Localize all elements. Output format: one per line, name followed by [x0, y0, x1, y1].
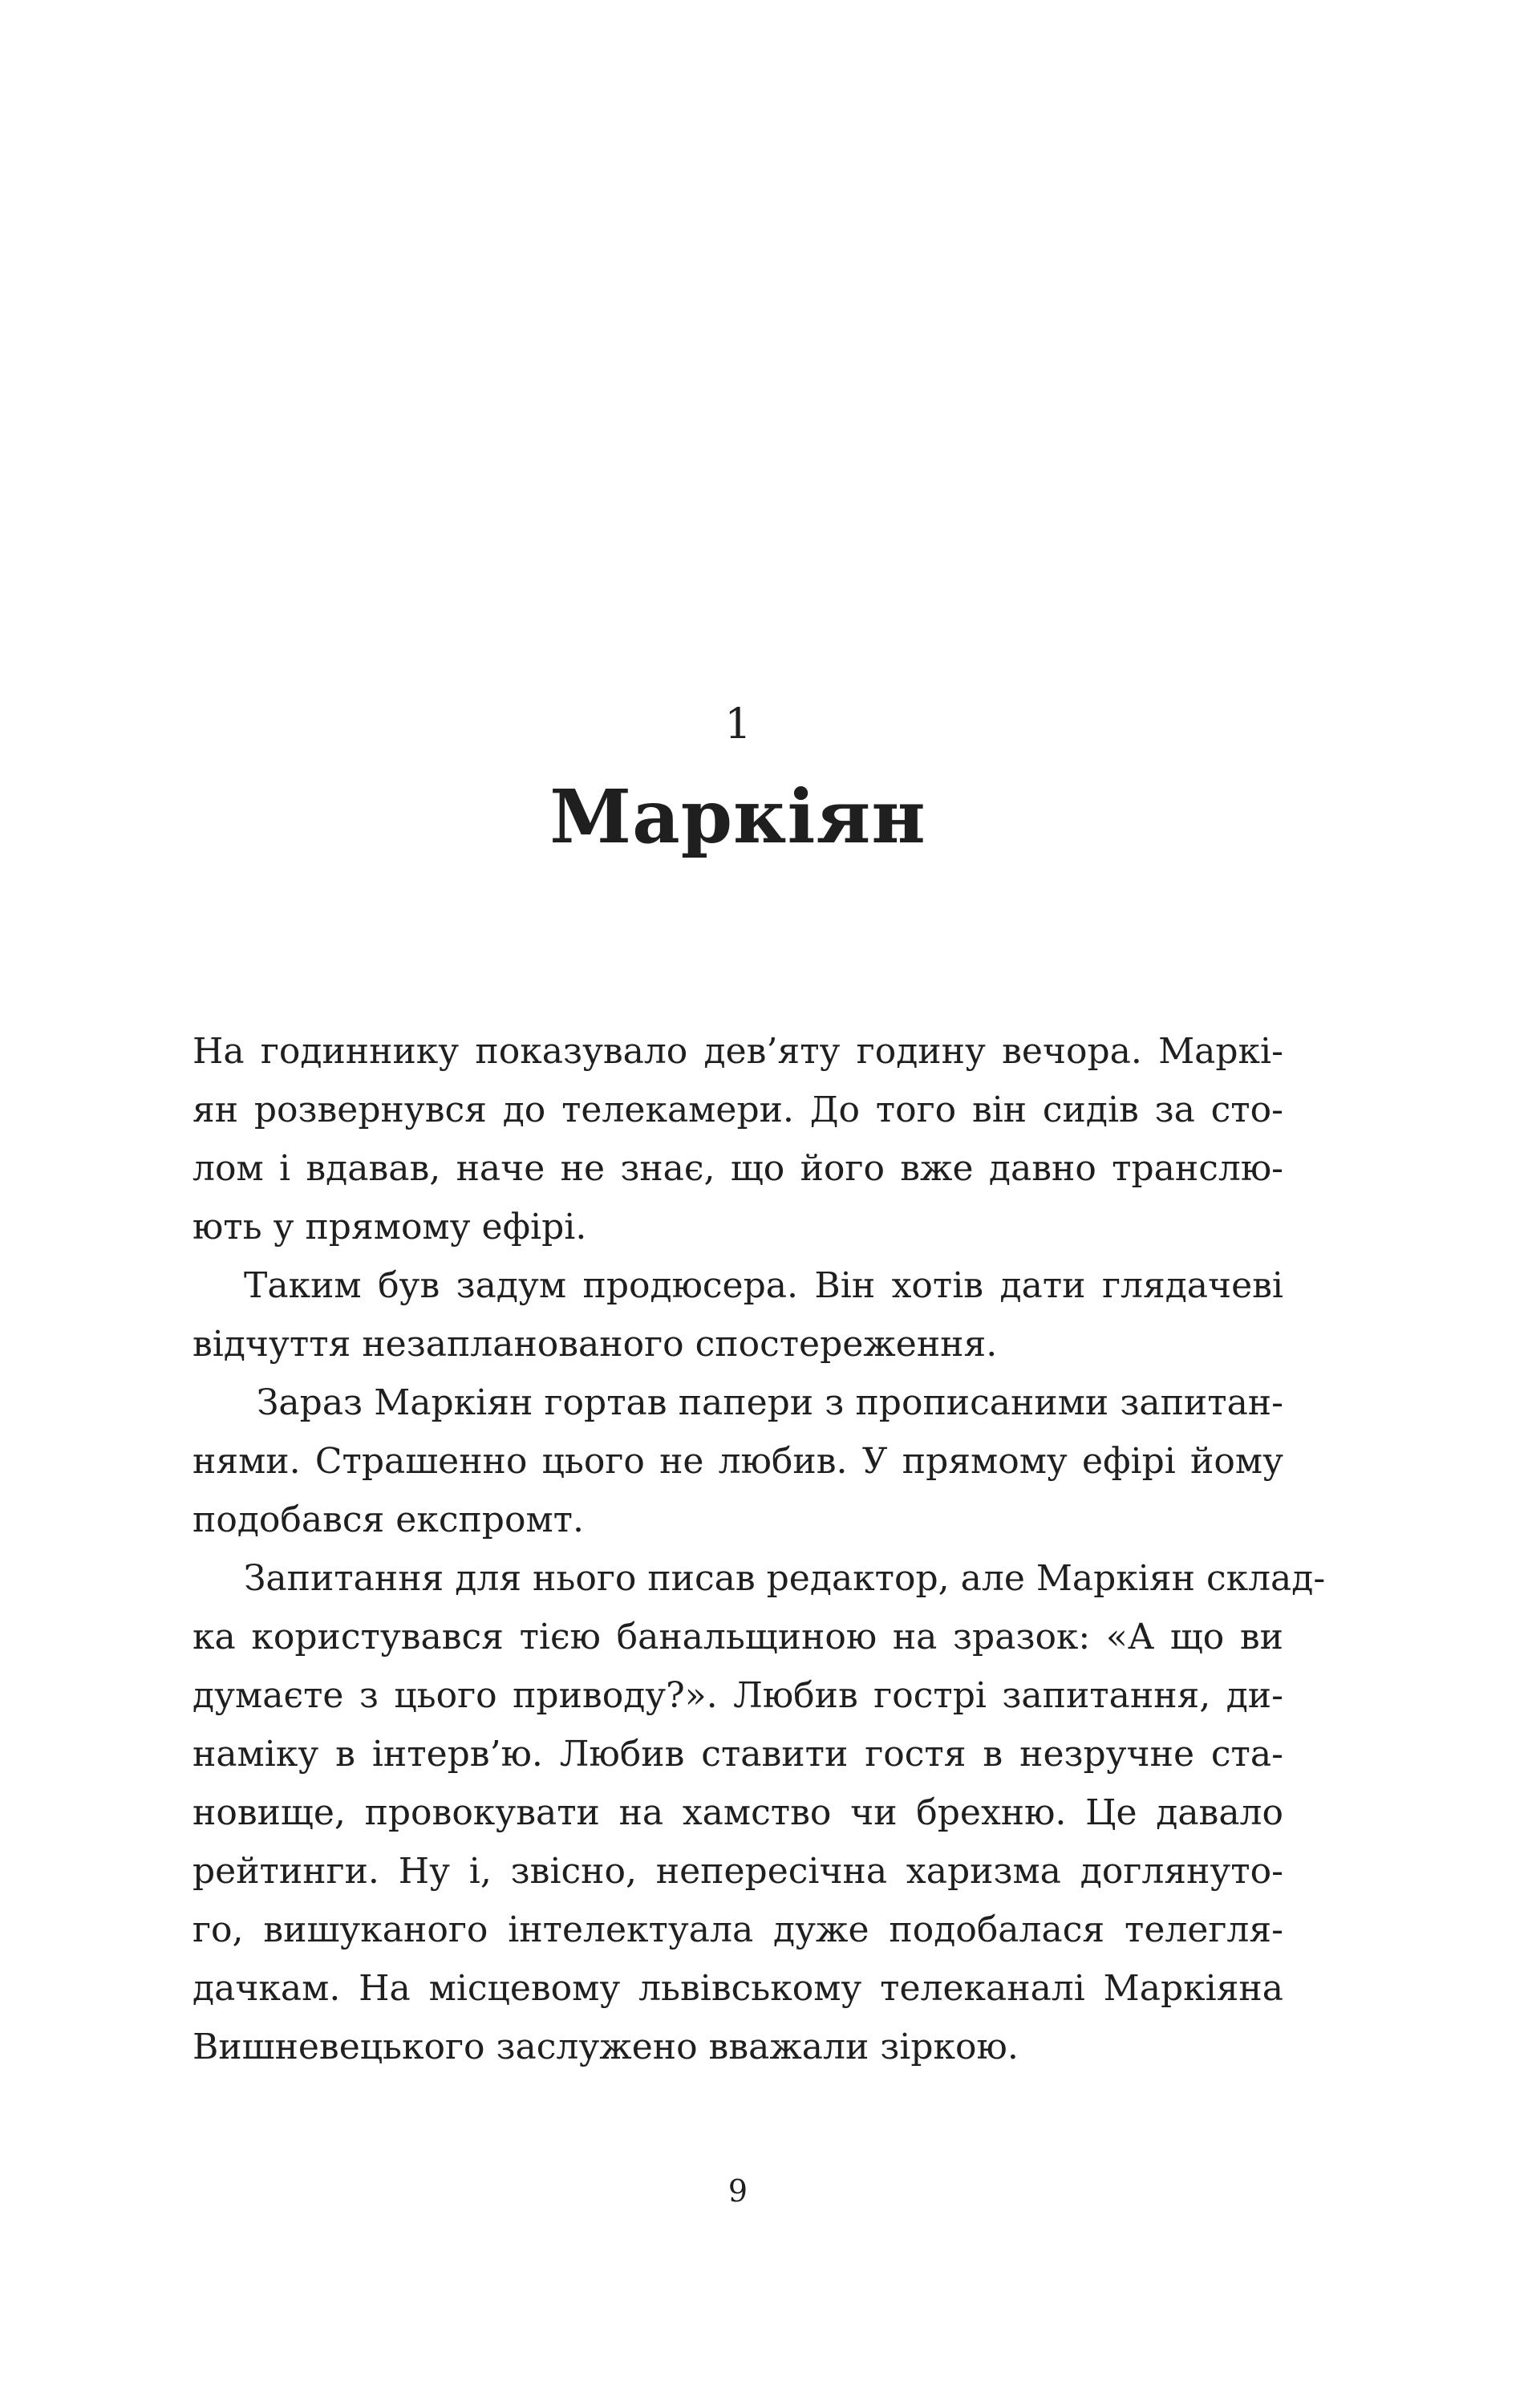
text-line: ють у прямому ефірі. [192, 1207, 587, 1248]
text-line: дачкам. На місцевому львівському телеканалі Маркіяна [192, 1968, 1283, 2009]
text-line: нями. Страшенно цього не любив. У прямому ефірі йому [192, 1441, 1283, 1482]
text-line: ян розвернувся до телекамери. До того він сидів за сто- [192, 1089, 1283, 1130]
text-line: наміку в інтерв’ю. Любив ставити гостя в незручне ста- [192, 1734, 1283, 1775]
chapter-number: 1 [724, 700, 752, 749]
chapter-title: Маркіян [549, 773, 926, 860]
text-line: лом і вдавав, наче не знає, що його вже давно транслю- [192, 1148, 1283, 1189]
text-line: Таким був задум продюсера. Він хотів дати глядачеві [244, 1265, 1283, 1306]
text-line: подобався експромт. [192, 1499, 584, 1540]
text-line: новище, провокувати на хамство чи брехню. Це давало [192, 1792, 1283, 1833]
body-text [192, 1022, 1326, 2076]
text-line: відчуття незапланованого спостереження. [192, 1324, 998, 1365]
text-line: ка користувався тією банальщиною на зразок: «А що ви [192, 1617, 1283, 1657]
text-line: Вишневецького заслужено вважали зіркою. [192, 2027, 1019, 2067]
text-line: го, вишуканого інтелектуала дуже подобалася телегля- [192, 1909, 1283, 1950]
text-line: На годиннику показувало дев’яту годину вечора. Маркі- [192, 1031, 1283, 1072]
text-line: Запитання для нього писав редактор, але Маркіян склад- [244, 1558, 1326, 1599]
text-line: думаєте з цього приводу?». Любив гострі запитання, ди- [192, 1675, 1283, 1716]
text-line: Зараз Маркіян гортав папери з прописаними запитан- [257, 1382, 1283, 1423]
page-number: 9 [727, 2173, 748, 2209]
text-line: рейтинги. Ну і, звісно, непересічна харизма доглянуто- [192, 1851, 1283, 1892]
